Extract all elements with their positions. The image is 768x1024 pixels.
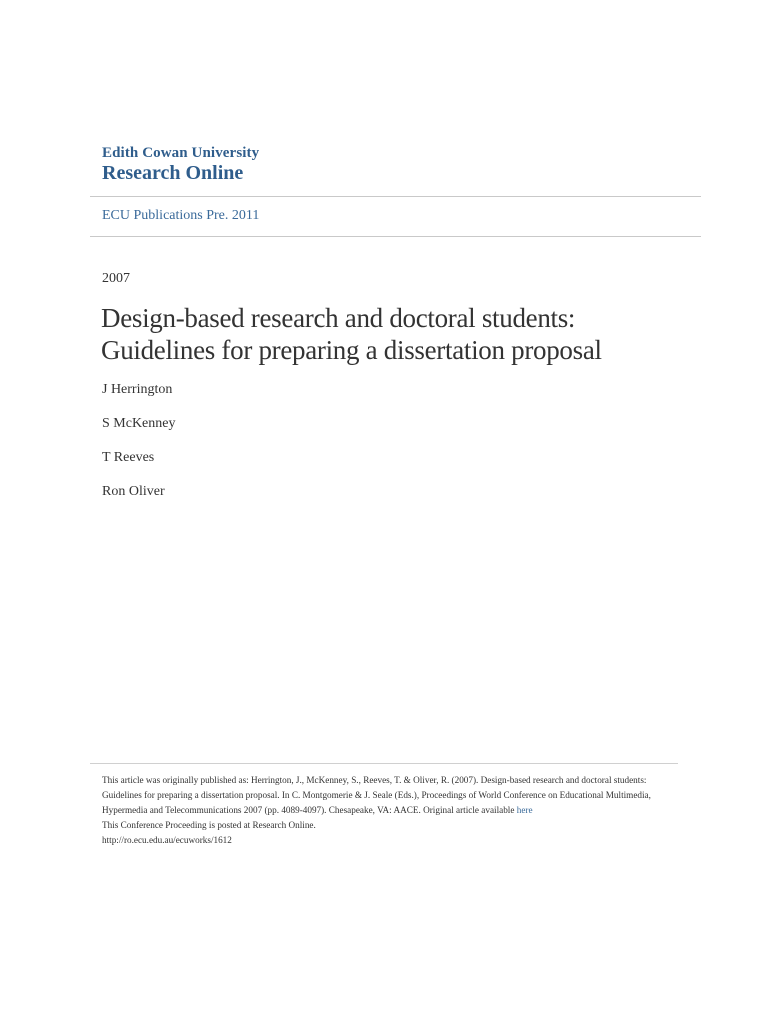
citation-line-3-text: Hypermedia and Telecommunications 2007 (pp. 4089-4097). Chesapeake, VA: AACE. Original article available bbox=[102, 805, 517, 815]
citation-line-3 bbox=[102, 803, 672, 818]
citation-line-2: Guidelines for preparing a dissertation proposal. In C. Montgomerie & J. Seale (Eds.), Proceedings of World Conference on Educational Multimedia, bbox=[102, 790, 651, 800]
collection-link[interactable]: ECU Publications Pre. 2011 bbox=[102, 208, 260, 223]
citation-note bbox=[102, 773, 672, 848]
author-name: S McKenney bbox=[102, 416, 176, 431]
article-title bbox=[101, 302, 701, 366]
author-name: Ron Oliver bbox=[102, 484, 165, 499]
repository-name[interactable]: Research Online bbox=[102, 162, 244, 184]
permalink-url[interactable]: http://ro.ecu.edu.au/ecuworks/1612 bbox=[102, 835, 232, 845]
divider-top bbox=[90, 196, 701, 197]
original-article-link[interactable]: here bbox=[516, 805, 533, 815]
author-list bbox=[102, 381, 176, 517]
citation-line-1: This article was originally published as: Herrington, J., McKenney, S., Reeves, T. & Oliver, R. (2007). Design-based research and doctoral students: bbox=[102, 775, 647, 785]
repository-header bbox=[102, 145, 259, 184]
university-name[interactable]: Edith Cowan University bbox=[102, 145, 260, 161]
divider-middle bbox=[90, 236, 701, 237]
title-line-2: Guidelines for preparing a dissertation proposal bbox=[101, 335, 602, 365]
author-name: T Reeves bbox=[102, 450, 155, 465]
title-line-1: Design-based research and doctoral students: bbox=[101, 303, 576, 333]
divider-footer bbox=[90, 763, 678, 764]
publication-year: 2007 bbox=[102, 271, 130, 286]
posting-note: This Conference Proceeding is posted at Research Online. bbox=[102, 820, 316, 830]
author-name: J Herrington bbox=[102, 382, 173, 397]
